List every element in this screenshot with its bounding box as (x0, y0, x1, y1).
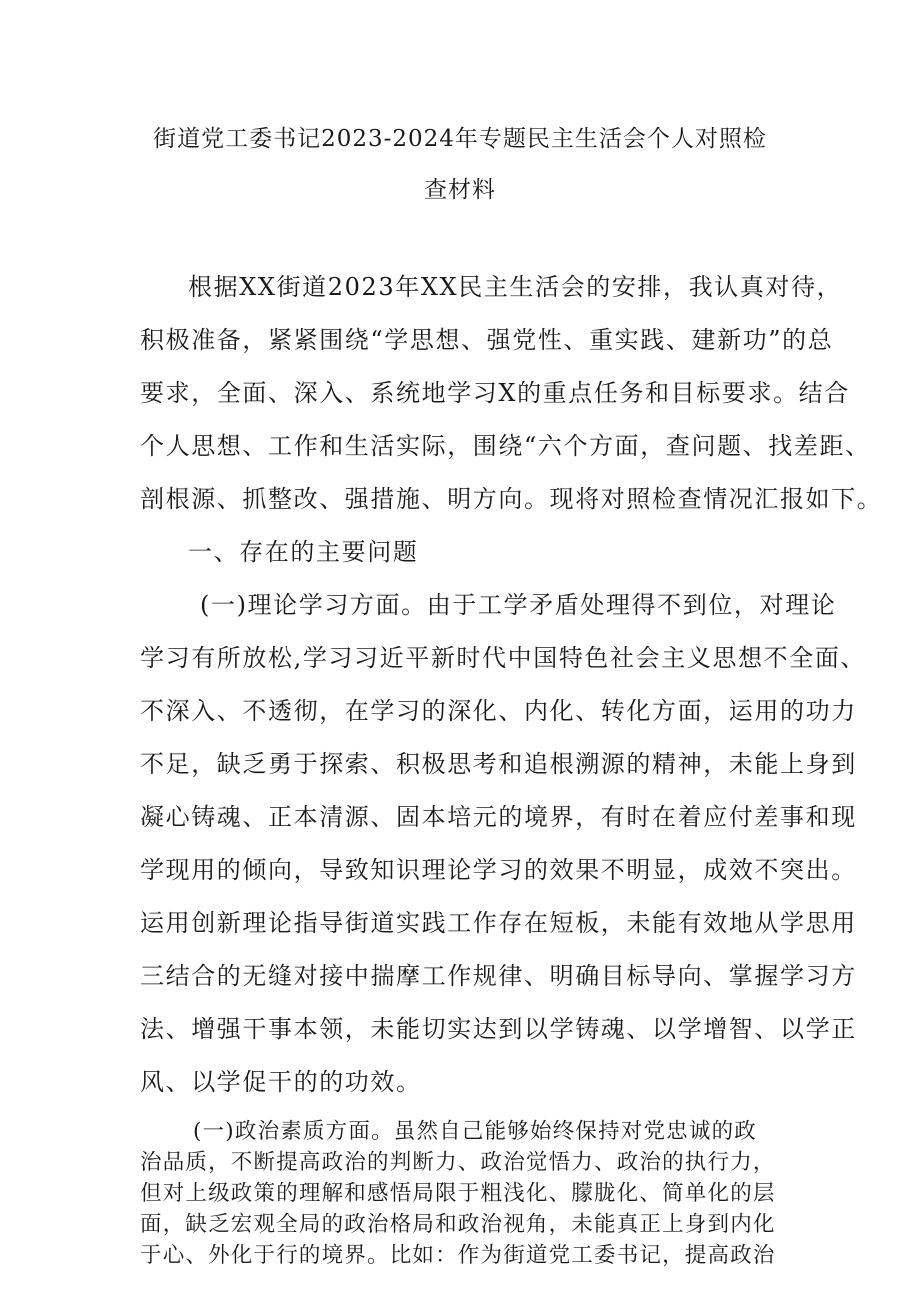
intro-paragraph-line: 要求，全面、深入、系统地学习X的重点任务和目标要求。结合 (140, 379, 850, 407)
intro-paragraph-line: 剖根源、抓整改、强措施、明方向。现将对照检查情况汇报如下。 (140, 485, 883, 513)
intro-paragraph-line: 个人思想、工作和生活实际，围绕“六个方面，查问题、找差距、 (140, 432, 871, 460)
political-paragraph-line: (一)政治素质方面。虽然自己能够始终保持对党忠诚的政 (193, 1119, 757, 1144)
theory-paragraph-line: 学习有所放松,学习习近平新时代中国特色社会主义思想不全面、 (140, 644, 867, 672)
intro-paragraph-line: 根据XX街道2023年XX民主生活会的安排，我认真对待， (188, 273, 843, 301)
theory-paragraph-line: 运用创新理论指导街道实践工作存在短板，未能有效地从学思用 (140, 909, 857, 937)
theory-paragraph-line: 学现用的倾向，导致知识理论学习的效果不明显，成效不突出。 (140, 856, 857, 884)
document-title-line-2: 查材料 (424, 177, 496, 203)
theory-paragraph-line: 三结合的无缝对接中揣摩工作规律、明确目标导向、掌握学习方 (140, 962, 857, 990)
theory-paragraph-line: (一)理论学习方面。由于工学矛盾处理得不到位，对理论 (200, 591, 837, 619)
theory-paragraph-line: 凝心铸魂、正本清源、固本培元的境界，有时在着应付差事和现 (140, 803, 857, 831)
section-heading: 一、存在的主要问题 (188, 538, 419, 566)
political-paragraph-line: 于心、外化于行的境界。比如：作为街道党工委书记，提高政治 (140, 1243, 776, 1268)
political-paragraph-line: 治品质，不断提高政治的判断力、政治觉悟力、政治的执行力， (140, 1150, 776, 1175)
political-paragraph-line: 但对上级政策的理解和感悟局限于粗浅化、朦胧化、简单化的层 (140, 1181, 776, 1206)
intro-paragraph-line: 积极准备，紧紧围绕“学思想、强党性、重实践、建新功”的总 (140, 326, 834, 354)
political-paragraph-line: 面，缺乏宏观全局的政治格局和政治视角，未能真正上身到内化 (140, 1212, 776, 1237)
theory-paragraph-line: 法、增强干事本领，未能切实达到以学铸魂、以学增智、以学正 (140, 1015, 857, 1043)
document-title-line-1: 街道党工委书记2023-2024年专题民主生活会个人对照检 (153, 126, 767, 152)
theory-paragraph-line: 不深入、不透彻，在学习的深化、内化、转化方面，运用的功力 (140, 697, 857, 725)
theory-paragraph-line: 风、以学促干的的功效。 (140, 1068, 422, 1096)
theory-paragraph-line: 不足，缺乏勇于探索、积极思考和追根溯源的精神，未能上身到 (140, 750, 857, 778)
